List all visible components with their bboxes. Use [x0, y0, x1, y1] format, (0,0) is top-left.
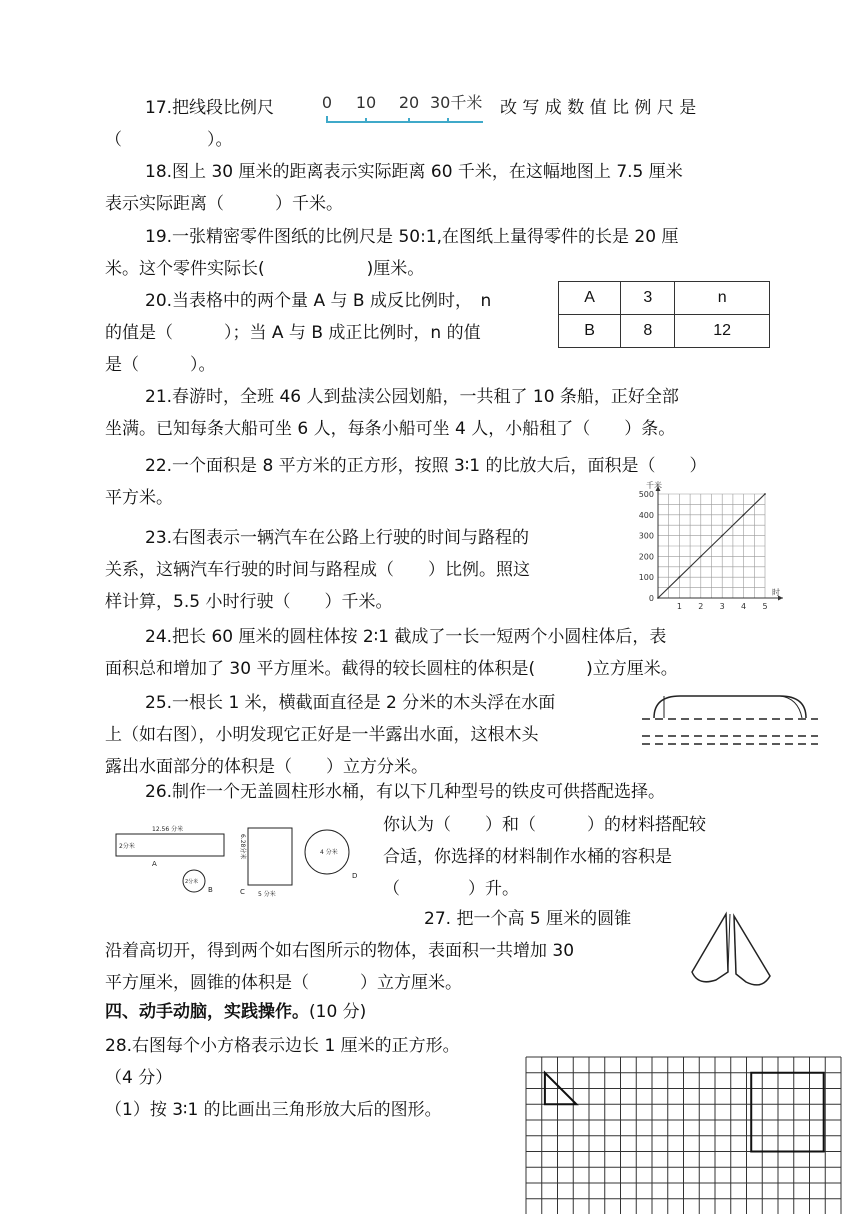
q17-line-scale	[318, 88, 486, 128]
sheet-metal-options-figure	[112, 820, 372, 900]
table-cell: A	[559, 282, 621, 315]
q25-line2: 上（如右图），小明发现它正好是一半露出水面，这根木头	[105, 725, 539, 745]
distance-time-chart	[608, 478, 793, 614]
floating-log-figure	[640, 684, 820, 748]
q17-prefix: 17.把线段比例尺	[145, 98, 275, 118]
q19-line1: 19.一张精密零件图纸的比例尺是 50:1,在图纸上量得零件的长是 20 厘	[145, 227, 679, 247]
data-point	[721, 535, 723, 537]
sheet-d-diameter-label: 4 分米	[320, 849, 338, 856]
scale-label-10: 10	[355, 93, 377, 112]
y-tick-label: 300	[638, 531, 654, 541]
x-tick-label: 4	[741, 602, 747, 611]
q26-line3: 合适，你选择的材料制作水桶的容积是	[383, 847, 672, 867]
table-cell: 12	[675, 315, 770, 348]
q19-line2: 米。这个零件实际长( )厘米。	[105, 259, 425, 279]
data-point	[679, 576, 681, 578]
q18-line2: 表示实际距离（ ）千米。	[105, 194, 343, 214]
square-grid	[525, 1056, 843, 1214]
y-tick-label: 0	[648, 594, 654, 603]
data-point	[700, 556, 702, 558]
data-point	[657, 597, 659, 599]
split-cone-figure	[686, 910, 782, 994]
q28-line1: 28.右图每个小方格表示边长 1 厘米的正方形。	[105, 1036, 460, 1056]
q22-line2: 平方米。	[105, 488, 173, 508]
q27-line1: 27. 把一个高 5 厘米的圆锥	[424, 909, 632, 929]
data-point	[743, 514, 745, 516]
q26-line1: 26.制作一个无盖圆柱形水桶，有以下几种型号的铁皮可供搭配选择。	[145, 782, 666, 802]
q25-line3: 露出水面部分的体积是（ ）立方分米。	[105, 757, 428, 777]
q22-line1: 22.一个面积是 8 平方米的正方形，按照 3∶1 的比放大后，面积是（ ）	[145, 456, 707, 476]
data-point	[764, 493, 766, 495]
scale-label-20: 20	[398, 93, 420, 112]
table-row	[559, 315, 770, 348]
q27-line3: 平方厘米，圆锥的体积是（ ）立方厘米。	[105, 973, 462, 993]
q18-line1: 18.图上 30 厘米的距离表示实际距离 60 千米，在这幅地图上 7.5 厘米	[145, 162, 683, 182]
q24-line2: 面积总和增加了 30 平方厘米。截得的较长圆柱的体积是( )立方厘米。	[105, 659, 678, 679]
sheet-c-bottom-label: 5 分米	[258, 891, 276, 898]
q27-line2: 沿着高切开，得到两个如右图所示的物体，表面积一共增加 30	[105, 941, 575, 961]
table-cell: n	[675, 282, 770, 315]
q17-line2: （ ）。	[105, 130, 233, 150]
q24-line1: 24.把长 60 厘米的圆柱体按 2∶1 截成了一长一短两个小圆柱体后，表	[145, 627, 667, 647]
q28-line2: （4 分）	[105, 1068, 173, 1088]
x-tick-label: 3	[719, 602, 725, 611]
sheet-c-side-label: 6.28分米	[239, 834, 246, 860]
q20-line1: 20.当表格中的两个量 A 与 B 成反比例时， n	[145, 291, 492, 311]
table-row	[559, 282, 770, 315]
table-cell: 3	[621, 282, 675, 315]
y-axis-label: 千米	[646, 481, 662, 490]
sheet-d-label: D	[352, 872, 358, 880]
section4-heading	[105, 1000, 366, 1024]
q25-line1: 25.一根长 1 米，横截面直径是 2 分米的木头浮在水面	[145, 693, 556, 713]
q20-table	[558, 281, 770, 348]
x-tick-label: 5	[762, 602, 768, 611]
sheet-b-diameter-label: 2分米	[185, 879, 199, 885]
q28-line3: （1）按 3∶1 的比画出三角形放大后的图形。	[105, 1100, 442, 1120]
sheet-a-side-label: 2分米	[119, 843, 135, 850]
q23-line1: 23.右图表示一辆汽车在公路上行驶的时间与路程的	[145, 528, 530, 548]
section4-score: (10 分)	[309, 1002, 367, 1022]
q23-line2: 关系，这辆汽车行驶的时间与路程成（ ）比例。照这	[105, 560, 530, 580]
q17-suffix: 改 写 成 数 值 比 例 尺 是	[500, 98, 697, 118]
sheet-c-label: C	[240, 888, 245, 896]
y-tick-label: 400	[638, 510, 654, 520]
scale-label-30: 30千米	[430, 93, 483, 112]
q20-line2: 的值是（ ）；当 A 与 B 成正比例时，n 的值	[105, 323, 481, 343]
x-tick-label: 2	[698, 602, 704, 611]
y-tick-label: 200	[638, 552, 654, 562]
x-axis-label: 时	[772, 588, 780, 597]
scale-label-0: 0	[321, 93, 333, 112]
y-tick-label: 500	[638, 490, 654, 499]
sheet-a-label: A	[152, 860, 157, 868]
q26-line4: （ ）升。	[383, 879, 519, 899]
q26-line2: 你认为（ ）和（ ）的材料搭配较	[383, 815, 706, 835]
x-tick-label: 1	[676, 602, 682, 611]
section4-title: 四、动手动脑，实践操作。	[105, 1002, 309, 1022]
q23-line3: 样计算，5.5 小时行驶（ ）千米。	[105, 592, 393, 612]
table-cell: B	[559, 315, 621, 348]
sheet-a-top-label: 12.56 分米	[152, 826, 184, 833]
q20-line3: 是（ ）。	[105, 355, 216, 375]
q21-line1: 21.春游时，全班 46 人到盐渎公园划船，一共租了 10 条船，正好全部	[145, 387, 679, 407]
sheet-c-rect	[248, 828, 292, 885]
y-tick-label: 100	[638, 573, 654, 583]
table-cell: 8	[621, 315, 675, 348]
q21-line2: 坐满。已知每条大船可坐 6 人，每条小船可坐 4 人，小船租了（ ）条。	[105, 419, 676, 439]
sheet-b-label: B	[208, 886, 213, 894]
